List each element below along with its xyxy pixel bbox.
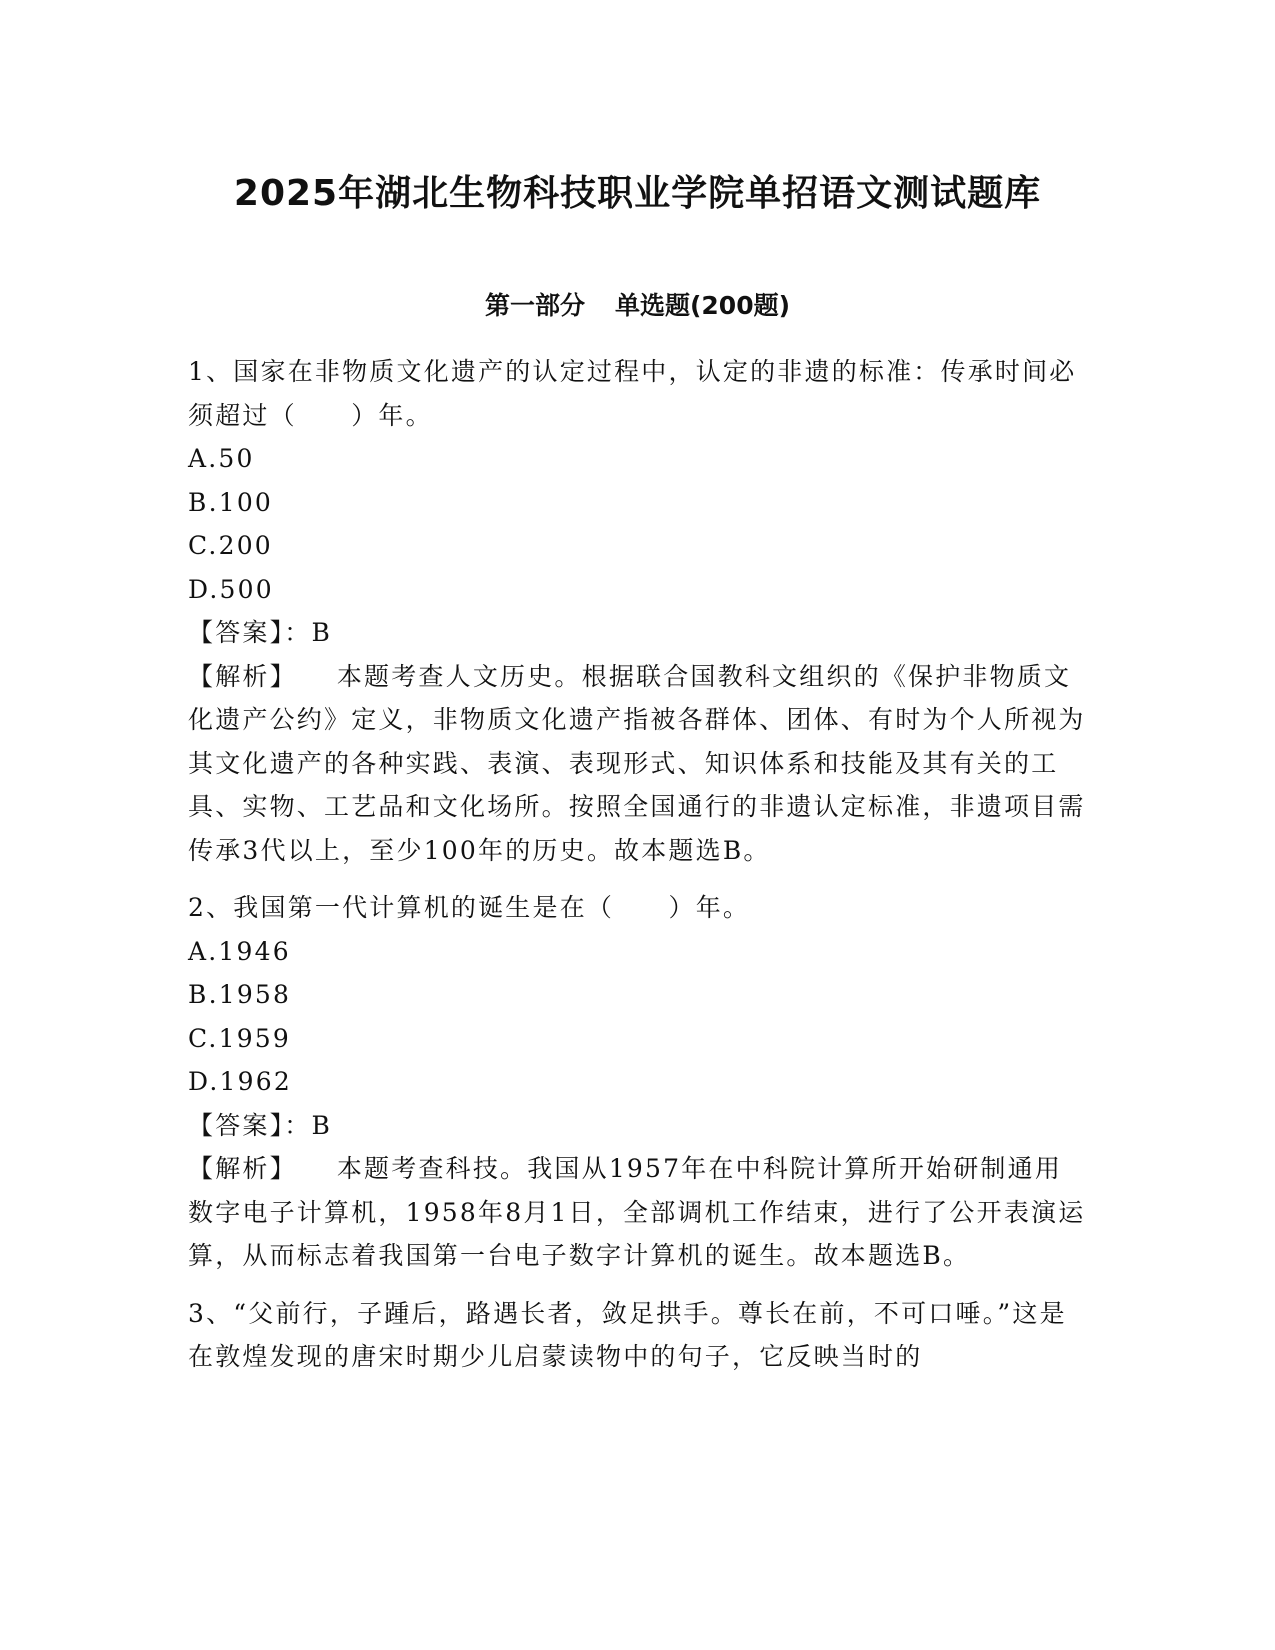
option-c: C.1959 <box>188 1023 292 1053</box>
question-3 <box>188 1292 1088 1379</box>
section-heading <box>0 290 1275 322</box>
option-d: D.1962 <box>188 1067 292 1096</box>
option-a: A.50 <box>188 444 255 473</box>
analysis-paragraph <box>188 655 1088 873</box>
option-d: D.500 <box>188 574 274 604</box>
option-b: B.100 <box>188 487 274 517</box>
question-stem: 3、“父前行，子踵后，路遇长者，敛足拱手。尊长在前，不可口唾。”这是在敦煌发现的唐宋时期少儿启蒙读物中的句子，它反映当时的 <box>188 1298 1067 1371</box>
analysis-text: 本题考查人文历史。根据联合国教科文组织的《保护非物质文化遗产公约》定义，非物质文化遗产指被各群体、团体、有时为个人所视为其文化遗产的各种实践、表演、表现形式、知识体系和技能及其有关的工具、实物、工艺品和文化场所。按照全国通行的非遗认定标准，非遗项目需传承3代以上，至少100年的历史。故本题选B。 <box>188 661 1086 865</box>
option-b: B.1958 <box>188 980 292 1009</box>
answer-value: B <box>311 618 333 647</box>
question-stem: 1、国家在非物质文化遗产的认定过程中，认定的非遗的标准：传承时间必须超过（ ）年。 <box>188 357 1077 430</box>
option-a: A.1946 <box>188 936 291 966</box>
analysis-label: 【解析】 <box>188 661 297 691</box>
question-stem: 2、我国第一代计算机的诞生是在（ ）年。 <box>188 893 751 922</box>
analysis-text: 本题考查科技。我国从1957年在中科院计算所开始研制通用数字电子计算机，1958年8月1日，全部调机工作结束，进行了公开表演运算，从而标志着我国第一台电子数字计算机的诞生。故本题选B。 <box>188 1154 1086 1270</box>
document-title: 2025年湖北生物科技职业学院单招语文测试题库 <box>233 173 1042 215</box>
section-label: 第一部分 <box>484 291 585 320</box>
question-list <box>188 350 1088 1393</box>
answer-line <box>188 1104 1088 1148</box>
answer-label: 【答案】： <box>188 618 312 647</box>
question-2 <box>188 886 1088 1278</box>
answer-value: B <box>311 1110 333 1140</box>
analysis-label: 【解析】 <box>188 1154 297 1183</box>
answer-label: 【答案】： <box>188 1110 312 1140</box>
answer-line <box>188 611 1088 655</box>
question-1 <box>188 350 1088 872</box>
section-name: 单选题(200题) <box>614 291 791 320</box>
analysis-paragraph <box>188 1147 1088 1278</box>
option-c: C.200 <box>188 531 273 560</box>
